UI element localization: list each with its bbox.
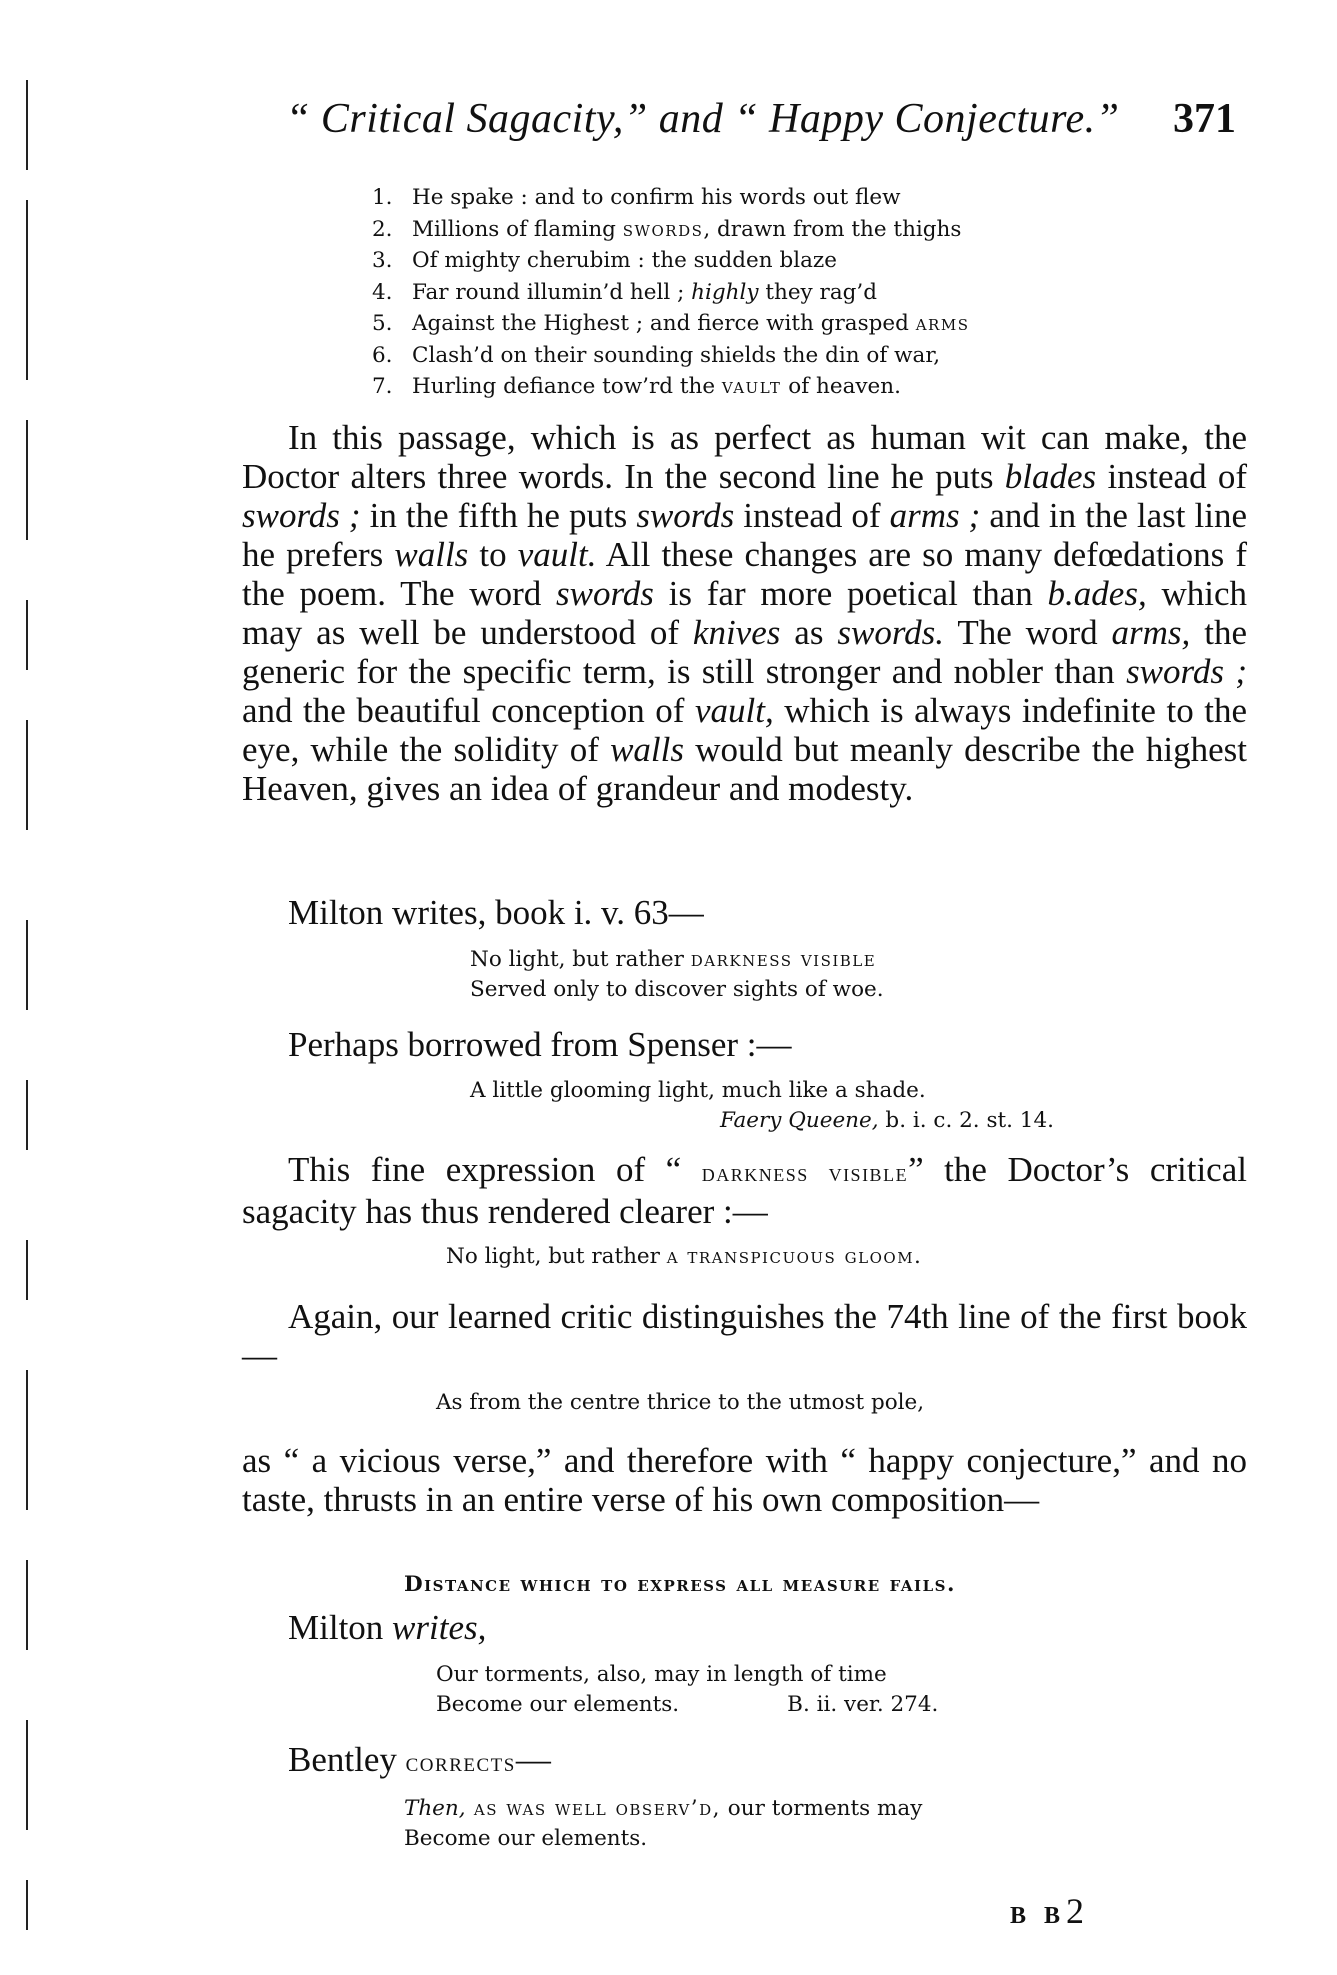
page-number: 371 bbox=[1173, 96, 1236, 142]
verse-smallcaps: swords bbox=[622, 216, 704, 242]
verse-line bbox=[372, 245, 1172, 277]
verse-line bbox=[372, 277, 1172, 309]
verse-number: 1. bbox=[372, 185, 393, 210]
verse-smallcaps: vault bbox=[721, 374, 782, 399]
signature-mark: B B2 bbox=[1010, 1891, 1085, 1931]
verse-line bbox=[372, 340, 1172, 372]
paragraph-vicious-verse: as “ a vicious verse,” and therefore with “ happy conjecture,” and no taste, thrusts in an entire verse of his own composition— bbox=[242, 1441, 1247, 1519]
verse-smallcaps: arms bbox=[915, 311, 970, 336]
verse-text: He spake : and to confirm his words out flew bbox=[412, 185, 901, 210]
quote-darkness-visible: No light, but rather darkness visible Served only to discover sights of woe. bbox=[470, 947, 884, 1002]
verse-text: of heaven. bbox=[781, 374, 901, 399]
spenser-intro: Perhaps borrowed from Spenser :— bbox=[288, 1025, 792, 1064]
verse-line bbox=[372, 308, 1172, 340]
milton-writes: Milton writes, bbox=[288, 1608, 487, 1647]
quote-torments: Our torments, also, may in length of time Become our elements. B. ii. ver. 274. bbox=[436, 1662, 939, 1717]
verse-text: Clash’d on their sounding shields the din of war, bbox=[412, 342, 941, 368]
scan-edge-marks bbox=[22, 80, 34, 1940]
verse-number: 5. bbox=[372, 311, 393, 336]
quote-spenser: A little glooming light, much like a shade. Faery Queene, b. i. c. 2. st. 14. bbox=[470, 1078, 1054, 1133]
verse-number: 4. bbox=[372, 279, 393, 305]
running-title: “ Critical Sagacity,” and “ Happy Conjecture.” bbox=[286, 96, 1120, 142]
verse-italic: highly bbox=[691, 279, 759, 305]
verse-text: Millions of flaming bbox=[412, 216, 623, 242]
verse-number: 3. bbox=[372, 248, 393, 273]
verse-text: Hurling defiance tow’rd the bbox=[412, 374, 722, 399]
verse-number: 7. bbox=[372, 374, 393, 399]
bentley-corrects: Bentley corrects— bbox=[288, 1740, 551, 1779]
quote-transpicuous: No light, but rather a transpicuous gloom. bbox=[446, 1244, 923, 1269]
verse-text: they rag’d bbox=[758, 279, 877, 305]
quote-centre: As from the centre thrice to the utmost pole, bbox=[436, 1390, 925, 1415]
verse-line bbox=[372, 214, 1172, 246]
verse-block bbox=[372, 182, 1172, 403]
verse-text: Against the Highest ; and fierce with grasped bbox=[412, 311, 916, 336]
quote-distance: Distance which to express all measure fails. bbox=[404, 1572, 956, 1597]
verse-line bbox=[372, 371, 1172, 403]
quote-bentley: Then, as was well observ’d, our torments may Become our elements. bbox=[404, 1796, 923, 1851]
verse-text: , drawn from the thighs bbox=[703, 216, 962, 242]
paragraph-again: Again, our learned critic distinguishes the 74th line of the first book— bbox=[242, 1297, 1247, 1375]
verse-number: 6. bbox=[372, 342, 393, 368]
verse-line bbox=[372, 182, 1172, 214]
verse-text: Far round illumin’d hell ; bbox=[412, 279, 692, 305]
paragraph-critique: In this passage, which is as perfect as human wit can make, the Doctor alters three words. In the second line he puts blades instead of swords ; in the fifth he puts swords instead of arms ; and in the last line he prefers walls to vault. All these changes are so many defœdations f the poem. The word swords is far more poetical than b.ades, which may as well be understood of knives as swords. The word arms, the generic for the specific term, is still stronger and nobler than swords ; and the beautiful conception of vault, which is always indefinite to the eye, while the solidity of walls would but meanly describe the highest Heaven, gives an idea of grandeur and modesty. bbox=[242, 418, 1248, 808]
verse-text: Of mighty cherubim : the sudden blaze bbox=[412, 248, 837, 273]
paragraph-darkness: This fine expression of “ darkness visible” the Doctor’s critical sagacity has thus rendered clearer :— bbox=[242, 1150, 1247, 1231]
running-header bbox=[286, 95, 1236, 155]
milton-intro: Milton writes, book i. v. 63— bbox=[288, 893, 704, 932]
verse-number: 2. bbox=[372, 216, 393, 242]
